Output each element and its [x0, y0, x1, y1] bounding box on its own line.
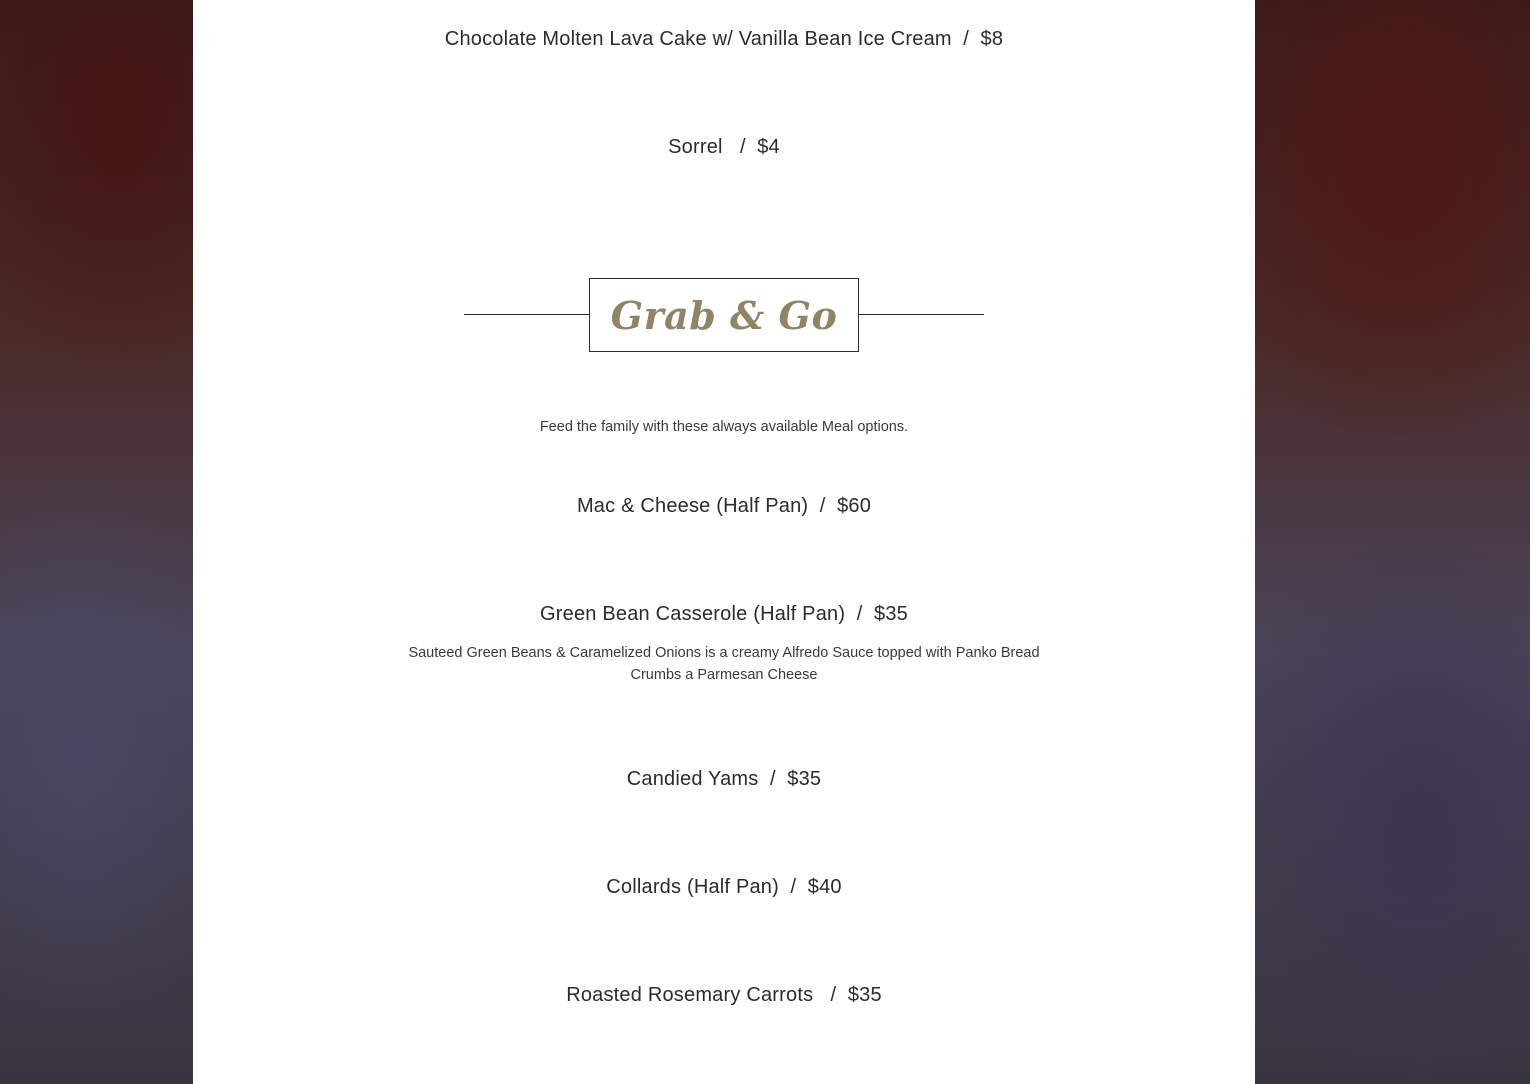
menu-item-candied-yams: Candied Yams / $35: [626, 768, 822, 790]
menu-item-sorrel: Sorrel / $4: [668, 136, 780, 158]
section-title: Grab & Go: [610, 292, 838, 338]
section-intro: Feed the family with these always available Meal options.: [539, 419, 909, 435]
section-title-box: [589, 278, 859, 352]
section-divider-right: [859, 314, 984, 315]
menu-item-lava-cake: Chocolate Molten Lava Cake w/ Vanilla Bean Ice Cream / $8: [444, 28, 1004, 50]
menu-item-rosemary-carrots: Roasted Rosemary Carrots / $35: [566, 984, 882, 1006]
menu-item-green-bean-casserole: Green Bean Casserole (Half Pan) / $35: [540, 603, 908, 625]
menu-item-mac-cheese: Mac & Cheese (Half Pan) / $60: [576, 495, 872, 517]
menu-item-description: Sauteed Green Beans & Caramelized Onions is a creamy Alfredo Sauce topped with Panko Bread Crumbs a Parmesan Cheese: [408, 645, 1040, 683]
menu-panel: [193, 0, 1255, 1084]
section-divider-left: [464, 314, 589, 315]
menu-item-collards: Collards (Half Pan) / $40: [606, 876, 842, 898]
